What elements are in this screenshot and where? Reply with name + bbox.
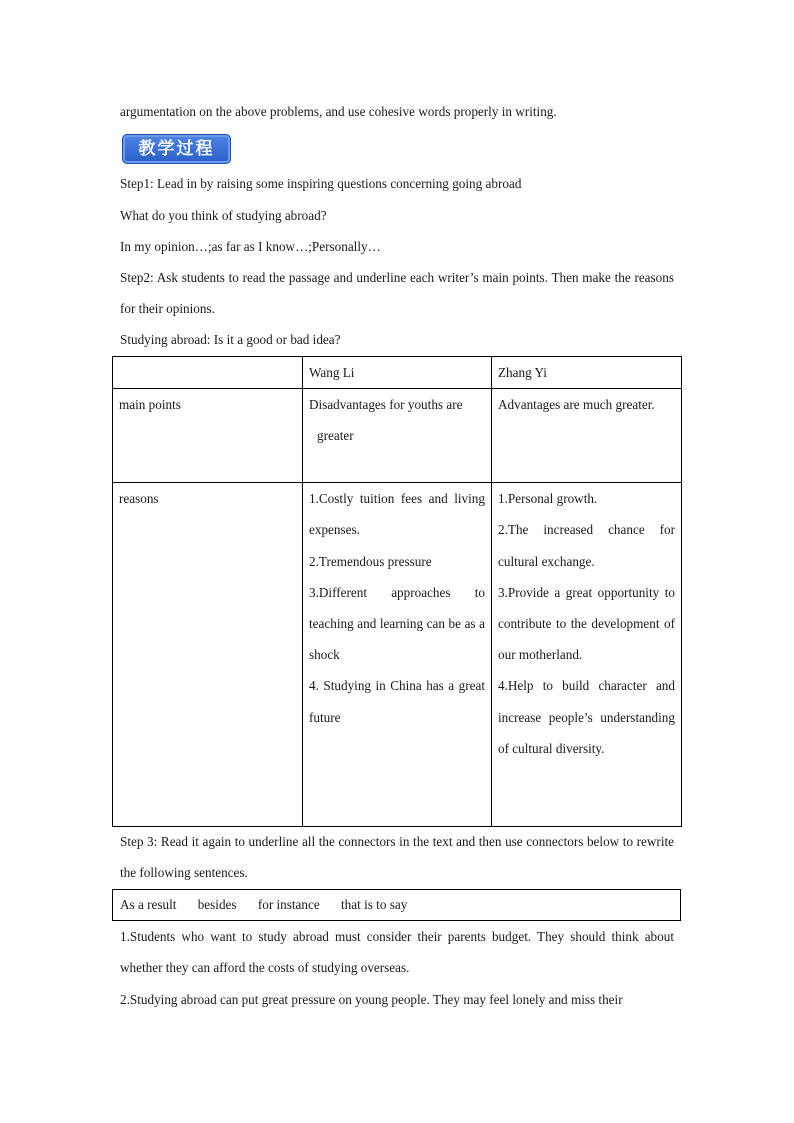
main-points-row [113, 389, 682, 483]
wang-reason-item: 3.Different approaches to teaching and learning can be as a shock [309, 584, 485, 663]
zhang-main-point: Advantages are much greater. [492, 389, 682, 483]
wang-main-point-line: Disadvantages for youths are [309, 397, 463, 413]
table-header-row [113, 357, 682, 389]
zhang-reason-item: 4.Help to build character and increase people’s understanding of cultural diversity. [498, 678, 675, 756]
wang-reason-item: 2.Tremendous pressure [309, 553, 432, 569]
step3-text: Step 3: Read it again to underline all the connectors in the text and then use connectors below to rewrite the following sentences. [120, 834, 674, 880]
main-points-label: main points [113, 389, 303, 483]
reasons-label: reasons [113, 483, 303, 827]
wang-main-point [303, 389, 492, 483]
section-banner: 教学过程 [122, 134, 231, 164]
header-cell-zhang-yi: Zhang Yi [492, 357, 682, 389]
step2-text: Step2: Ask students to read the passage and underline each writer’s main points. Then make the reasons for their opinions. [120, 270, 674, 316]
connector-word: that is to say [341, 897, 408, 912]
zhang-reasons [492, 483, 682, 827]
intro-text: argumentation on the above problems, and use cohesive words properly in writing. [120, 104, 557, 119]
phrases-text: In my opinion…;as far as I know…;Personally… [120, 239, 381, 254]
connectors-cell [113, 890, 681, 921]
comparison-table [112, 356, 682, 827]
step1-text: Step1: Lead in by raising some inspiring questions concerning going abroad [120, 176, 522, 191]
connectors-box [112, 889, 681, 921]
exercise-sentence-1: 1.Students who want to study abroad must consider their parents budget. They should think about whether they can afford the costs of studying overseas. [120, 929, 674, 975]
connector-word: for instance [257, 897, 320, 912]
exercise-sentence-2: 2.Studying abroad can put great pressure on young people. They may feel lonely and miss their [120, 992, 623, 1007]
connector-word: besides [197, 897, 237, 912]
wang-reason-item: 4. Studying in China has a great future [309, 678, 485, 725]
header-cell-wang-li: Wang Li [303, 357, 492, 389]
wang-main-point-line: greater [317, 428, 354, 444]
wang-reasons [303, 483, 492, 827]
connector-word: As a result [120, 897, 177, 912]
wang-reason-item: 1.Costly tuition fees and living expenses. [309, 491, 485, 538]
question-text: What do you think of studying abroad? [120, 208, 327, 223]
reasons-row [113, 483, 682, 827]
zhang-reason-item: 1.Personal growth. [498, 491, 598, 507]
header-cell-empty [113, 357, 303, 389]
zhang-reason-item: 3.Provide a great opportunity to contribute to the development of our motherland. [498, 584, 675, 663]
table-title: Studying abroad: Is it a good or bad idea? [120, 332, 341, 347]
zhang-reason-item: 2.The increased chance for cultural exchange. [498, 522, 675, 569]
